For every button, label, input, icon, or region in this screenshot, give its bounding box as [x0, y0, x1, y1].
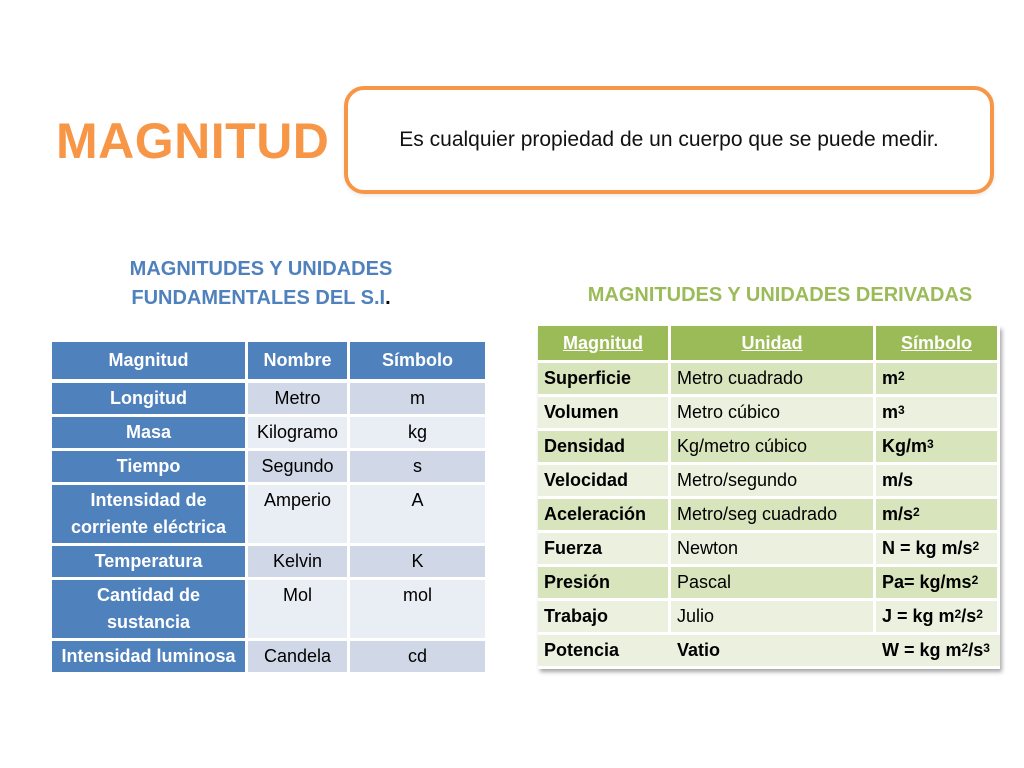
- derived-units-table: [538, 326, 1000, 669]
- cell-simbolo: s: [350, 451, 488, 485]
- table-row: [538, 635, 1000, 669]
- cell-magnitud: Velocidad: [538, 465, 671, 499]
- cell-magnitud: Intensidad luminosa: [52, 641, 248, 675]
- table-row: [538, 363, 1000, 397]
- cell-simbolo: kg: [350, 417, 488, 451]
- cell-unidad: Pascal: [671, 567, 876, 601]
- table-row: [538, 533, 1000, 567]
- cell-unidad: Julio: [671, 601, 876, 635]
- table-row: [538, 397, 1000, 431]
- symbol-exponent: 2: [971, 573, 979, 587]
- symbol-exponent: 2: [954, 607, 962, 621]
- definition-text: Es cualquier propiedad de un cuerpo que se puede medir.: [399, 128, 939, 151]
- table-row: [538, 601, 1000, 635]
- cell-nombre: Mol: [248, 580, 350, 641]
- symbol-exponent: 2: [972, 539, 980, 553]
- cell-magnitud: Superficie: [538, 363, 671, 397]
- header-unidad: Unidad: [671, 326, 876, 363]
- cell-magnitud: Temperatura: [52, 546, 248, 580]
- fundamental-units-table: [52, 342, 488, 675]
- table-row: [538, 567, 1000, 601]
- fundamental-heading-line1: MAGNITUDES Y UNIDADES: [129, 258, 393, 280]
- cell-magnitud: Tiempo: [52, 451, 248, 485]
- fundamental-heading-line2: FUNDAMENTALES DEL S.I: [131, 287, 386, 309]
- symbol-text: J = kg m: [882, 606, 955, 626]
- cell-magnitud: Intensidad de corriente eléctrica: [52, 485, 248, 546]
- table-row: [52, 580, 488, 641]
- cell-magnitud: Potencia: [538, 635, 671, 669]
- cell-magnitud: Aceleración: [538, 499, 671, 533]
- cell-simbolo: [876, 431, 1000, 465]
- header-magnitud: Magnitud: [538, 326, 671, 363]
- symbol-exponent: 2: [913, 505, 920, 519]
- cell-simbolo: [876, 499, 1000, 533]
- cell-nombre: Kelvin: [248, 546, 350, 580]
- cell-magnitud: Presión: [538, 567, 671, 601]
- symbol-text: /s: [961, 606, 977, 626]
- cell-simbolo: [876, 465, 1000, 499]
- table-row: [52, 485, 488, 546]
- cell-simbolo: [876, 533, 1000, 567]
- symbol-text: m/s: [882, 504, 914, 524]
- cell-nombre: Kilogramo: [248, 417, 350, 451]
- symbol-text: W = kg m: [882, 640, 962, 660]
- cell-simbolo: [876, 635, 1000, 669]
- cell-unidad: Vatio: [671, 635, 876, 669]
- symbol-text: /s: [968, 640, 984, 660]
- cell-simbolo: [876, 397, 1000, 431]
- cell-nombre: Amperio: [248, 485, 350, 546]
- symbol-text: m: [882, 402, 899, 422]
- cell-simbolo: [876, 363, 1000, 397]
- table-row: [52, 641, 488, 675]
- cell-magnitud: Longitud: [52, 383, 248, 417]
- symbol-exponent: 3: [898, 403, 905, 417]
- cell-unidad: Kg/metro cúbico: [671, 431, 876, 465]
- header-simbolo: Símbolo: [350, 342, 488, 383]
- table-header-row: [538, 326, 1000, 363]
- cell-magnitud: Volumen: [538, 397, 671, 431]
- header-simbolo: Símbolo: [876, 326, 1000, 363]
- cell-simbolo: A: [350, 485, 488, 546]
- table-row: [538, 499, 1000, 533]
- symbol-text: N = kg m/s: [882, 538, 973, 558]
- fundamental-heading-dot: .: [385, 287, 391, 309]
- cell-unidad: Metro/seg cuadrado: [671, 499, 876, 533]
- cell-simbolo: m: [350, 383, 488, 417]
- symbol-exponent: 3: [927, 437, 934, 451]
- symbol-exponent: 2: [898, 369, 905, 383]
- table-row: [538, 431, 1000, 465]
- fundamental-heading-line2-wrap: [80, 284, 442, 313]
- header-nombre: Nombre: [248, 342, 350, 383]
- derived-heading: MAGNITUDES Y UNIDADES DERIVADAS: [587, 284, 973, 306]
- symbol-text: Pa= kg/ms: [882, 572, 972, 592]
- definition-box: [344, 86, 994, 194]
- cell-magnitud: Densidad: [538, 431, 671, 465]
- cell-simbolo: [876, 601, 1000, 635]
- cell-magnitud: Masa: [52, 417, 248, 451]
- cell-simbolo: mol: [350, 580, 488, 641]
- table-header-row: [52, 342, 488, 383]
- cell-unidad: Newton: [671, 533, 876, 567]
- cell-unidad: Metro/segundo: [671, 465, 876, 499]
- table-row: [52, 417, 488, 451]
- cell-simbolo: K: [350, 546, 488, 580]
- table-row: [538, 465, 1000, 499]
- cell-nombre: Segundo: [248, 451, 350, 485]
- header-magnitud: Magnitud: [52, 342, 248, 383]
- table-row: [52, 546, 488, 580]
- cell-magnitud: Trabajo: [538, 601, 671, 635]
- symbol-exponent: 3: [983, 641, 990, 655]
- symbol-text: Kg/m: [882, 436, 927, 456]
- symbol-exponent: 2: [976, 607, 983, 621]
- cell-nombre: Candela: [248, 641, 350, 675]
- cell-magnitud: Fuerza: [538, 533, 671, 567]
- cell-unidad: Metro cúbico: [671, 397, 876, 431]
- symbol-text: m: [882, 368, 899, 388]
- fundamental-heading: [80, 255, 442, 313]
- symbol-exponent: 2: [961, 641, 969, 655]
- cell-magnitud: Cantidad de sustancia: [52, 580, 248, 641]
- table-row: [52, 383, 488, 417]
- cell-unidad: Metro cuadrado: [671, 363, 876, 397]
- page-title: MAGNITUD: [56, 113, 330, 169]
- cell-simbolo: [876, 567, 1000, 601]
- table-row: [52, 451, 488, 485]
- symbol-text: m/s: [882, 470, 914, 490]
- cell-nombre: Metro: [248, 383, 350, 417]
- cell-simbolo: cd: [350, 641, 488, 675]
